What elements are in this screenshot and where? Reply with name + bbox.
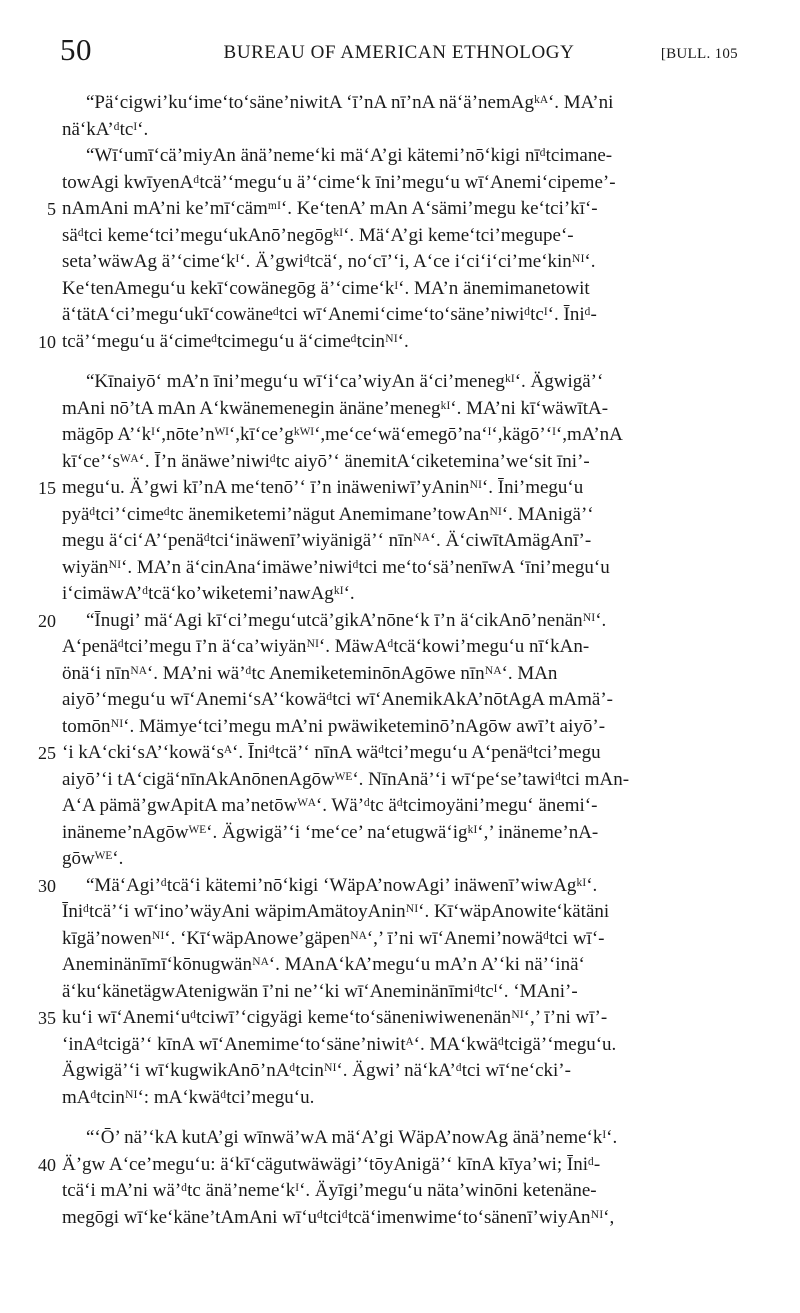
line-text: ku‘i wī‘Anemi‘uᵈtciwī’‘cigyägi keme‘to‘säneniwiwenenänᴺᴵ‘,’ ī’ni wī’-	[62, 1007, 608, 1028]
line-text: inäneme’nAgōwᵂᴱ‘. Ägwigä’‘i ‘me‘ce’ na‘etugwä‘igᵏᴵ‘,’ inäneme’nA-	[62, 821, 599, 843]
line-text: mAᵈtcinᴺᴵ‘: mA‘kwäᵈtci’megu‘u.	[62, 1086, 315, 1108]
line-text: “Kīnaiyō‘ mA’n īni’megu‘u wī‘i‘ca’wiyAn ä‘ci’menegᵏᴵ‘. Ägwigä’‘	[86, 371, 604, 392]
line-text: mAni nō’tA mAn A‘kwänemenegin änäne’menegᵏᴵ‘. MA’ni kī‘wäwītA-	[62, 397, 609, 419]
line-text: tcä’‘megu‘u ä‘cimeᵈtcimegu‘u ä‘cimeᵈtcinᴺᴵ‘.	[62, 330, 409, 352]
text-line	[0, 170, 800, 197]
line-text: seta’wäwAg ä’‘cime‘kᴵ‘. Ä’gwiᵈtcä‘, no‘cī’‘i, A‘ce i‘ci‘i‘ci’me‘kinᴺᴵ‘.	[62, 251, 596, 272]
line-text: megu‘u. Ä’gwi kī’nA me‘tenō’‘ ī’n inäweniwī’yAninᴺᴵ‘. Īni’megu‘u	[62, 477, 584, 498]
line-text: “Wī‘umī‘cä’miyAn änä’neme‘ki mä‘A’gi kätemi’nō‘kigi nīᵈtcimane-	[86, 145, 613, 166]
line-text: Ä’gw A‘ce’megu‘u: ä‘kī‘cägutwäwägi’‘tōyAnigä’‘ kīnA kīya’wi; Īniᵈ-	[62, 1153, 601, 1175]
line-text: “Īnugi’ mä‘Agi kī‘ci’megu‘utcä’gikA’nōne‘k ī’n ä‘cikAnō’nenänᴺᴵ‘.	[86, 609, 607, 631]
body-text	[0, 90, 800, 1231]
text-line	[0, 714, 800, 741]
line-text: önä‘i nīnᴺᴬ‘. MA’ni wä’ᵈtc AnemiketeminōnAgōwe nīnᴺᴬ‘. MAn	[62, 662, 558, 684]
text-line	[0, 740, 800, 767]
line-number: 30	[38, 875, 56, 896]
text-line	[0, 1085, 800, 1112]
text-line	[0, 223, 800, 250]
text-line	[0, 873, 800, 900]
text-line	[0, 555, 800, 582]
line-text: ä‘tätA‘ci’megu‘ukī‘cowäneᵈtci wī‘Anemi‘cime‘to‘säne’niwiᵈtcᴵ‘. Īniᵈ-	[62, 304, 597, 325]
line-text: Ägwigä’‘i wī‘kugwikAnō’nAᵈtcinᴺᴵ‘. Ägwi’ nä‘kA’ᵈtci wī‘ne‘cki’-	[62, 1060, 571, 1081]
text-line	[0, 475, 800, 502]
text-line	[0, 1125, 800, 1152]
text-line	[0, 369, 800, 396]
text-line	[0, 661, 800, 688]
line-number: 25	[38, 743, 56, 763]
text-line	[0, 1005, 800, 1032]
text-line	[0, 449, 800, 476]
line-text: “Mä‘Agi’ᵈtcä‘i kätemi’nō‘kigi ‘WäpA’nowAgi’ inäwenī’wiwAgᵏᴵ‘.	[86, 874, 598, 896]
text-line	[0, 899, 800, 926]
line-text: säᵈtci keme‘tci’megu‘ukAnō’negōgᵏᴵ‘. Mä‘A’gi keme‘tci’megupe‘-	[62, 224, 574, 246]
line-text: pyäᵈtci’‘cimeᵈtc änemiketemi’nägut Anemimane’towAnᴺᴵ‘. MAnigä’‘	[62, 503, 594, 525]
text-line	[0, 302, 800, 329]
line-number: 10	[38, 331, 56, 352]
line-text: kīgä’nowenᴺᴵ‘. ‘Kī‘wäpAnowe’gäpenᴺᴬ‘,’ ī’ni wī‘Anemi’nowäᵈtci wī‘-	[62, 927, 605, 949]
line-text: aiyō’‘i tA‘cigä‘nīnAkAnōnenAgōwᵂᴱ‘. NīnAnä’‘i wī‘pe‘se’tawiᵈtci mAn-	[62, 768, 630, 790]
line-text: mägōp A’‘kᴵ‘,nōte’nᵂᴵ‘,kī‘ce’gᵏᵂᴵ‘,me‘ce‘wä‘emegō’na‘ᴵ‘,kägō’‘ᴵ‘,mA’nA	[62, 424, 623, 445]
text-line	[0, 767, 800, 794]
text-line	[0, 634, 800, 661]
line-text: megōgi wī‘ke‘käne’tAmAni wī‘uᵈtciᵈtcä‘imenwime‘to‘sänenī’wiyAnᴺᴵ‘,	[62, 1206, 615, 1228]
line-text: A‘penäᵈtci’megu ī’n ä‘ca’wiyänᴺᴵ‘. MäwAᵈtcä‘kowi’megu‘u nī‘kAn-	[62, 636, 590, 657]
text-line	[0, 820, 800, 847]
text-line	[0, 143, 800, 170]
line-text: aiyō’‘megu‘u wī‘Anemi‘sA’‘kowäᵈtci wī‘AnemikAkA’nōtAgA mAmä’-	[62, 689, 613, 710]
text-line	[0, 422, 800, 449]
text-line	[0, 90, 800, 117]
line-text: Aneminänīmī‘kōnugwänᴺᴬ‘. MAnA‘kA’megu‘u mA’n A’‘ki nä’‘inä‘	[62, 954, 585, 975]
text-line	[0, 1152, 800, 1179]
text-line	[0, 846, 800, 873]
line-text: ä‘ku‘känetägwAtenigwän ī’ni ne’‘ki wī‘Aneminänīmiᵈtcᴵ‘. ‘MAni’-	[62, 980, 578, 1002]
line-number: 5	[47, 199, 56, 219]
text-line	[0, 117, 800, 144]
line-text: “Pä‘cigwi’ku‘ime‘to‘säne’niwitA ‘ī’nA nī’nA nä‘ä’nemAgᵏᴬ‘. MA’ni	[86, 92, 614, 113]
line-number: 40	[38, 1154, 56, 1175]
text-line	[0, 1058, 800, 1085]
line-text: wiyänᴺᴵ‘. MA’n ä‘cinAna‘imäwe’niwiᵈtci me‘to‘sä’nenīwA ‘īni’megu‘u	[62, 556, 610, 578]
text-line	[0, 528, 800, 555]
line-text: ‘i kA‘cki‘sA’‘kowä‘sᴬ‘. Īniᵈtcä’‘ nīnA wäᵈtci’megu‘u A‘penäᵈtci’megu	[62, 742, 601, 763]
text-line	[0, 793, 800, 820]
line-text: ‘inAᵈtcigä’‘ kīnA wī‘Anemime‘to‘säne’niwitᴬ‘. MA‘kwäᵈtcigä’‘megu‘u.	[62, 1033, 617, 1055]
line-text: Ke‘tenAmegu‘u kekī‘cowänegōg ä’‘cime‘kᴵ‘. MA’n änemimanetowit	[62, 277, 590, 299]
page-number: 50	[60, 32, 92, 67]
text-line	[0, 1205, 800, 1232]
text-line	[0, 276, 800, 303]
line-text: gōwᵂᴱ‘.	[62, 848, 124, 869]
text-line	[0, 396, 800, 423]
line-text: nä‘kA’ᵈtcᴵ‘.	[62, 118, 149, 140]
running-title: BUREAU OF AMERICAN ETHNOLOGY	[223, 42, 575, 63]
text-line	[0, 1178, 800, 1205]
line-number: 15	[38, 478, 56, 498]
page-header	[60, 30, 738, 70]
line-text: megu ä‘ci‘A’‘penäᵈtci‘inäwenī’wiyänigä’‘ nīnᴺᴬ‘. Ä‘ciwītAmägAnī’-	[62, 530, 592, 551]
line-text: nAmAni mA’ni ke’mī‘cämᵐᴵ‘. Ke‘tenA’ mAn A‘sämi’megu ke‘tci’kī‘-	[62, 198, 598, 219]
line-text: towAgi kwīyenAᵈtcä’‘megu‘u ä’‘cime‘k īni’megu‘u wī‘Anemi‘cipeme’-	[62, 171, 616, 193]
line-text: “‘Ō’ nä’‘kA kutA’gi wīnwä’wA mä‘A’gi WäpA’nowAg änä’neme‘kᴵ‘.	[86, 1127, 618, 1148]
line-text: tomōnᴺᴵ‘. Mämye‘tci’megu mA’ni pwäwiketeminō’nAgōw awī’t aiyō’-	[62, 715, 606, 737]
text-line	[0, 329, 800, 356]
text-line	[0, 1032, 800, 1059]
text-line	[0, 196, 800, 223]
text-line	[0, 926, 800, 953]
series-reference: [BULL. 105	[660, 46, 738, 62]
line-text: Īniᵈtcä’‘i wī‘ino’wäyAni wäpimAmätoyAninᴺᴵ‘. Kī‘wäpAnowite‘kätäni	[62, 901, 610, 922]
text-line	[0, 581, 800, 608]
text-line	[0, 502, 800, 529]
text-line	[0, 952, 800, 979]
text-line	[0, 687, 800, 714]
text-line	[0, 249, 800, 276]
line-text: tcä‘i mA’ni wä’ᵈtc änä’neme‘kᴵ‘. Äyīgi’megu‘u näta’winōni ketenäne-	[62, 1180, 597, 1201]
line-text: i‘cimäwA’ᵈtcä‘ko’wiketemi’nawAgᵏᴵ‘.	[62, 583, 355, 604]
text-line	[0, 608, 800, 635]
line-number: 20	[38, 610, 56, 631]
line-number: 35	[38, 1008, 56, 1028]
line-text: A‘A pämä’gwApitA ma’netōwᵂᴬ‘. Wä’ᵈtc äᵈtcimoyäni’megu‘ änemi‘-	[62, 795, 598, 816]
line-text: kī‘ce’‘sᵂᴬ‘. Ī’n änäwe’niwiᵈtc aiyō’‘ änemitA‘ciketemina’we‘sit īni’-	[62, 450, 590, 472]
text-line	[0, 979, 800, 1006]
